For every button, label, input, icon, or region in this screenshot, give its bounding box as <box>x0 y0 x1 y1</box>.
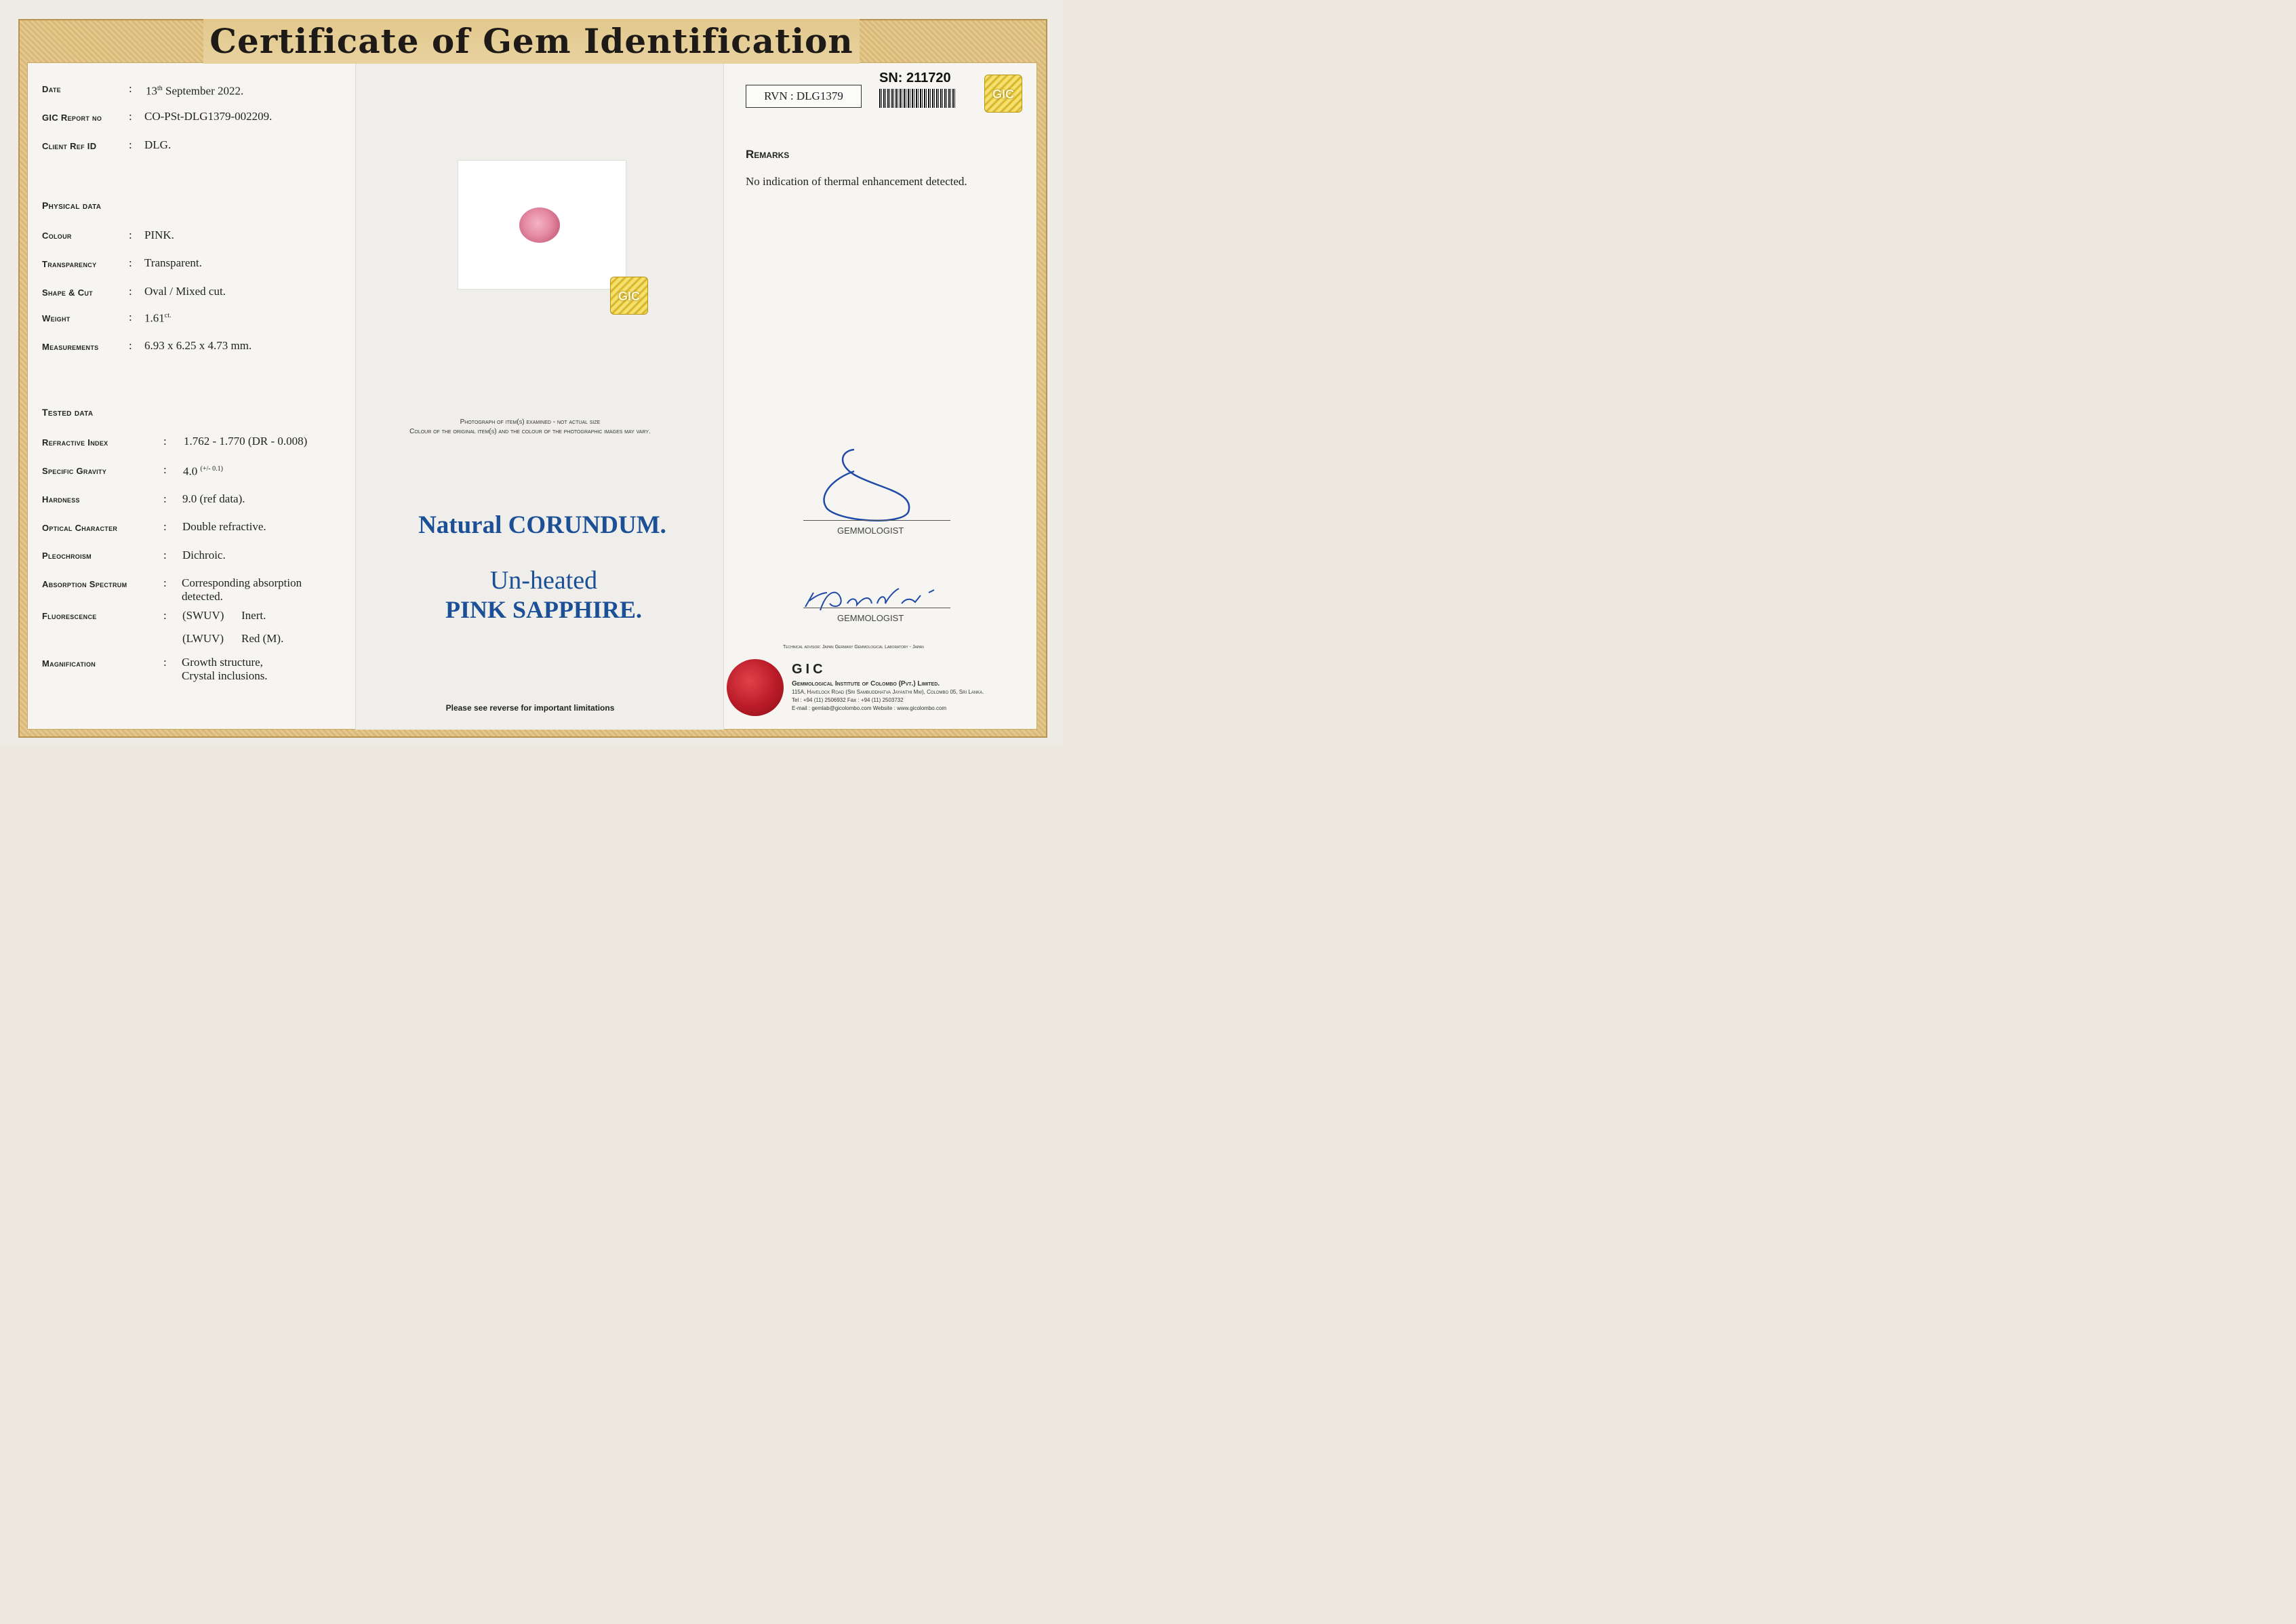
hardness-colon: : <box>163 492 167 505</box>
ri-label: Refractive Index <box>42 437 108 448</box>
org-email: E-mail : gemlab@gicolombo.com Website : www.gicolombo.com <box>792 705 947 711</box>
swuv-label: (SWUV) <box>182 609 224 622</box>
species-conclusion: Natural CORUNDUM. <box>418 511 666 539</box>
org-full-name: Gemmological Institute of Colombo (Pvt.) Limited. <box>792 680 940 688</box>
remarks-text: No indication of thermal enhancement detected. <box>746 175 967 188</box>
pink-sapphire-image <box>519 207 560 243</box>
magnification-colon: : <box>163 656 167 669</box>
swuv-value: Inert. <box>241 609 266 622</box>
gic-hologram: GIC <box>610 277 648 315</box>
org-phone: Tel : +94 (11) 2506932 Fax : +94 (11) 2503732 <box>792 697 904 703</box>
barcode <box>879 89 955 108</box>
physical-data-heading: Physical data <box>42 200 102 211</box>
signature-2 <box>800 583 942 617</box>
certificate-title: Certificate of Gem Identification <box>203 19 860 64</box>
fluorescence-colon: : <box>163 609 167 622</box>
reverse-note: Please see reverse for important limitations <box>445 703 615 713</box>
date-colon: : <box>129 82 132 95</box>
shape-cut-colon: : <box>129 285 132 298</box>
measurements-colon: : <box>129 339 132 352</box>
certificate-page <box>0 0 1063 746</box>
pleochroism-label: Pleochroism <box>42 551 92 561</box>
date-label: Date <box>42 84 61 94</box>
colour-value: PINK. <box>144 229 174 241</box>
measurements-label: Measurements <box>42 342 99 352</box>
gemmologist-label-2: GEMMOLOGIST <box>837 613 904 623</box>
lwuv-label: (LWUV) <box>182 632 224 645</box>
report-no-colon: : <box>129 110 132 123</box>
ri-colon: : <box>163 435 167 448</box>
signature-line-1 <box>803 520 950 521</box>
hardness-label: Hardness <box>42 494 80 504</box>
serial-number: SN: 211720 <box>879 71 951 85</box>
client-ref-colon: : <box>129 138 132 151</box>
colour-label: Colour <box>42 231 72 241</box>
magnification-value-1: Growth structure, <box>182 656 263 669</box>
transparency-colon: : <box>129 256 132 269</box>
absorption-value-2: detected. <box>182 590 223 603</box>
fluorescence-label: Fluorescence <box>42 611 97 621</box>
org-address: 115A, Havelock Road (Sri Sambuddhatva Jayanthi Mw), Colombo 05, Sri Lanka. <box>792 689 984 695</box>
report-no-value: CO-PSt-DLG1379-002209. <box>144 110 273 123</box>
report-no-label: GIC Report no <box>42 113 102 123</box>
measurements-value: 6.93 x 6.25 x 4.73 mm. <box>144 339 252 352</box>
gic-logo-text: GIC <box>792 662 826 677</box>
weight-label: Weight <box>42 313 71 323</box>
tested-data-heading: Tested data <box>42 407 94 418</box>
date-value: 13th September 2022. <box>146 84 244 98</box>
gic-hologram-top: GIC <box>984 75 1022 113</box>
weight-value: $1.61^{ct.}$ <box>144 311 172 325</box>
magnification-value-2: Crystal inclusions. <box>182 669 268 682</box>
absorption-value-1: Corresponding absorption <box>182 576 302 589</box>
pleochroism-value: Dichroic. <box>182 549 226 561</box>
weight-colon: : <box>129 311 132 323</box>
optical-value: Double refractive. <box>182 520 266 533</box>
treatment-conclusion: Un-heated <box>489 566 598 595</box>
signature-1 <box>813 444 922 522</box>
absorption-colon: : <box>163 576 167 589</box>
pleochroism-colon: : <box>163 549 167 561</box>
transparency-label: Transparency <box>42 259 97 269</box>
hardness-value: 9.0 (ref data). <box>182 492 245 505</box>
rvn-box: RVN : DLG1379 <box>746 85 862 108</box>
gemmologist-label-1: GEMMOLOGIST <box>837 526 904 536</box>
sg-label: Specific Gravity <box>42 466 107 476</box>
client-ref-value: DLG. <box>144 138 172 151</box>
shape-cut-value: Oval / Mixed cut. <box>144 285 226 298</box>
sg-colon: : <box>163 463 167 476</box>
magnification-label: Magnification <box>42 658 96 669</box>
variety-conclusion: PINK SAPPHIRE. <box>445 596 643 623</box>
shape-cut-label: Shape & Cut <box>42 288 93 298</box>
remarks-heading: Remarks <box>746 148 790 161</box>
technical-advisor: Technical advisor: Japan Germany Gemmological Laboratory - Japan <box>783 645 924 650</box>
sg-value: 4.0 $^{(+/- 0.1)}$ <box>183 464 223 478</box>
lwuv-value: Red (M). <box>241 632 284 645</box>
wax-seal <box>727 659 784 716</box>
transparency-value: Transparent. <box>144 256 202 269</box>
optical-label: Optical Character <box>42 523 118 533</box>
absorption-label: Absorption Spectrum <box>42 579 127 589</box>
ri-value: 1.762 - 1.770 (DR - 0.008) <box>184 435 308 448</box>
photo-caption-2: Colour of the original item(s) and the colour of the photographic images may vary. <box>409 428 651 435</box>
photo-caption-1: Photograph of item(s) examined - not actual size <box>460 418 601 426</box>
optical-colon: : <box>163 520 167 533</box>
colour-colon: : <box>129 229 132 241</box>
client-ref-label: Client Ref ID <box>42 141 97 151</box>
